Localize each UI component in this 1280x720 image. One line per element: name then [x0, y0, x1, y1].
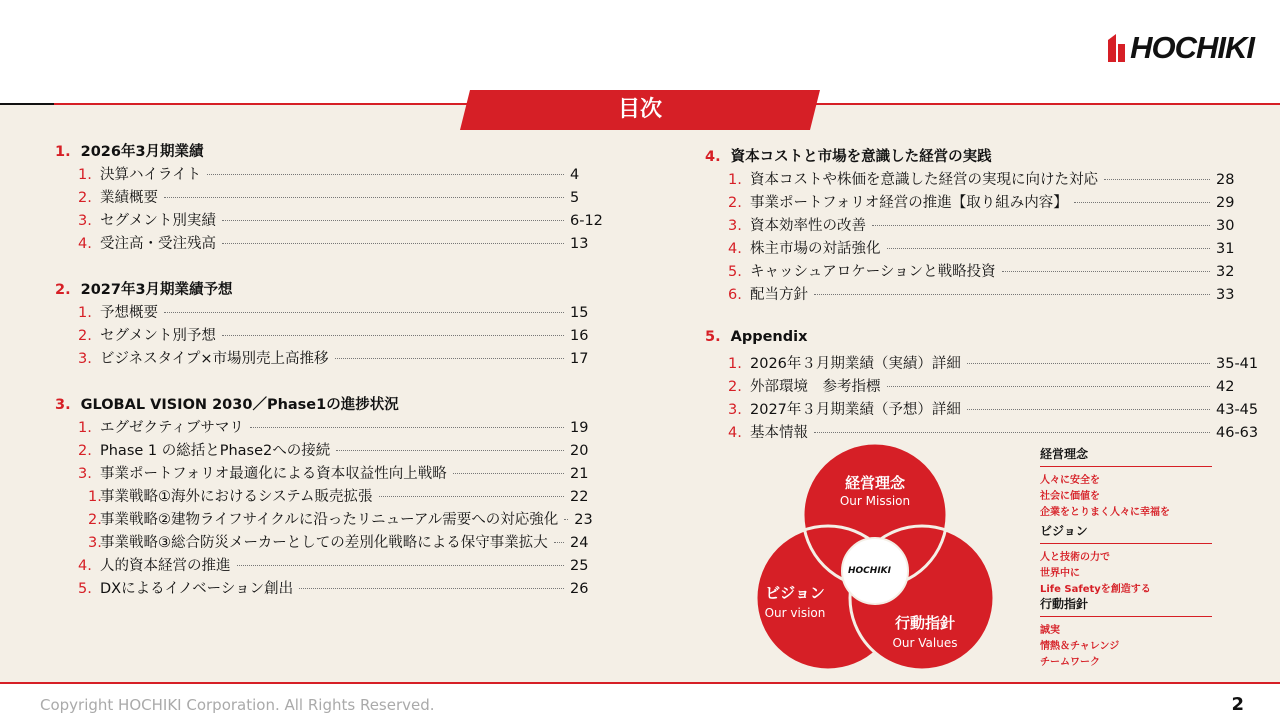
toc-item-label: 事業ポートフォリオ経営の推進【取り組み内容】 [750, 195, 1068, 211]
toc-item[interactable] [728, 191, 1260, 212]
toc-leader-dots [814, 294, 1210, 295]
toc-item[interactable] [88, 508, 608, 529]
toc-item-label: 資本コストや株価を意識した経営の実現に向けた対応 [750, 172, 1098, 188]
toc-item[interactable] [78, 347, 608, 368]
toc-leader-dots [967, 363, 1210, 364]
philosophy-heading: 経営理念 [1040, 445, 1212, 467]
toc-item-number: 5. [728, 264, 742, 280]
toc-item-number: 1. [728, 356, 742, 372]
toc-leader-dots [379, 496, 564, 497]
toc-leader-dots [887, 248, 1211, 249]
toc-item-page: 19 [570, 420, 589, 436]
copyright-text: Copyright HOCHIKI Corporation. All Rights Reserved. [40, 696, 435, 714]
toc-item-label: 資本効率性の改善 [750, 218, 866, 234]
toc-item-number: 1. [78, 167, 92, 183]
toc-item[interactable] [728, 421, 1260, 442]
toc-item-number: 6. [728, 287, 742, 303]
toc-item-page: 21 [570, 466, 589, 482]
toc-item-label: 事業戦略①海外におけるシステム販売拡張 [100, 489, 373, 505]
toc-item-label: ビジネスタイプ×市場別売上高推移 [100, 351, 329, 367]
toc-item-number: 4. [78, 558, 92, 574]
toc-section-number: 5. [705, 329, 721, 345]
toc-item[interactable] [78, 209, 608, 230]
philosophy-line: 人々に安全を [1040, 475, 1100, 486]
page-number: 2 [1231, 694, 1244, 715]
philosophy-heading: 行動指針 [1040, 595, 1212, 617]
toc-leader-dots [814, 432, 1210, 433]
toc-leader-dots [1002, 271, 1210, 272]
toc-item-label: 予想概要 [100, 305, 158, 321]
toc-item-page: 23 [574, 512, 593, 528]
toc-leader-dots [872, 225, 1210, 226]
page-title: 目次 [617, 97, 662, 122]
logo-mark-icon [1106, 34, 1126, 62]
toc-section-title [705, 329, 807, 345]
toc-item[interactable] [78, 577, 608, 598]
toc-item-label: 事業戦略③総合防災メーカーとしての差別化戦略による保守事業拡大 [100, 535, 548, 551]
toc-item[interactable] [88, 531, 608, 552]
toc-item-number: 2. [78, 443, 92, 459]
title-tab [460, 90, 820, 130]
toc-item-label: 外部環境 参考指標 [750, 379, 881, 395]
toc-item-label: 2026年３月期業績（実績）詳細 [750, 356, 961, 372]
toc-section-label: 2026年3月期業績 [80, 144, 204, 160]
toc-section-label: 資本コストと市場を意識した経営の実践 [730, 149, 992, 165]
toc-item-page: 5 [570, 190, 580, 206]
philosophy-line: 世界中に [1040, 568, 1080, 579]
toc-item-page: 31 [1216, 241, 1235, 257]
toc-item-label: 受注高・受注残高 [100, 236, 216, 252]
toc-item-label: 事業戦略②建物ライフサイクルに沿ったリニューアル需要への対応強化 [100, 512, 559, 528]
venn-vision-sub: Our vision [764, 606, 826, 620]
toc-item[interactable] [88, 485, 608, 506]
toc-item-label: エグゼクティブサマリ [100, 420, 244, 436]
philosophy-venn-diagram [750, 440, 1000, 680]
philosophy-line: チームワーク [1040, 657, 1100, 668]
hochiki-logo [1106, 30, 1254, 66]
toc-item-number: 2. [78, 328, 92, 344]
toc-item[interactable] [728, 352, 1260, 373]
toc-section-title [55, 140, 204, 161]
toc-item-label: 業績概要 [100, 190, 158, 206]
philosophy-line: 人と技術の力で [1040, 552, 1110, 563]
toc-item-page: 25 [570, 558, 589, 574]
venn-mission-title: 経営理念 [844, 474, 905, 492]
philosophy-line: Life Safetyを創造する [1040, 584, 1151, 595]
toc-item-number: 1. [88, 489, 102, 505]
toc-section-number: 1. [55, 144, 71, 160]
toc-leader-dots [453, 473, 564, 474]
venn-values-sub: Our Values [892, 636, 958, 650]
toc-item-page: 33 [1216, 287, 1235, 303]
toc-item-page: 16 [570, 328, 589, 344]
toc-item-number: 3. [78, 213, 92, 229]
toc-item-page: 32 [1216, 264, 1235, 280]
toc-item-label: 人的資本経営の推進 [100, 558, 231, 574]
toc-item-label: キャッシュアロケーションと戦略投資 [750, 264, 996, 280]
toc-section-number: 2. [55, 282, 71, 298]
logo-text: HOCHIKI [1130, 30, 1254, 65]
toc-leader-dots [222, 243, 564, 244]
toc-leader-dots [564, 519, 568, 520]
toc-item-number: 4. [728, 425, 742, 441]
toc-section-title [55, 278, 233, 299]
toc-item-number: 4. [78, 236, 92, 252]
toc-item-number: 1. [78, 305, 92, 321]
toc-item-page: 4 [570, 167, 580, 183]
toc-item-label: DXによるイノベーション創出 [100, 581, 294, 597]
toc-leader-dots [222, 220, 564, 221]
toc-item-page: 20 [570, 443, 589, 459]
toc-section-number: 4. [705, 149, 721, 165]
toc-item[interactable] [78, 462, 608, 483]
toc-item-page: 17 [570, 351, 589, 367]
toc-item-number: 2. [88, 512, 102, 528]
toc-item-number: 1. [728, 172, 742, 188]
toc-item[interactable] [78, 232, 608, 253]
venn-mission-sub: Our Mission [839, 494, 911, 508]
toc-item[interactable] [78, 301, 608, 322]
toc-leader-dots [207, 174, 564, 175]
toc-section-label: 2027年3月期業績予想 [80, 282, 233, 298]
toc-item-label: 配当方針 [750, 287, 808, 303]
toc-item-number: 3. [88, 535, 102, 551]
toc-item-label: セグメント別実績 [100, 213, 216, 229]
toc-item[interactable] [728, 260, 1260, 281]
toc-leader-dots [335, 358, 565, 359]
toc-item-number: 3. [728, 402, 742, 418]
toc-leader-dots [250, 427, 564, 428]
toc-item[interactable] [728, 283, 1260, 304]
toc-leader-dots [887, 386, 1211, 387]
toc-item-number: 2. [78, 190, 92, 206]
toc-item[interactable] [728, 214, 1260, 235]
toc-section-title [705, 145, 992, 166]
toc-item-page: 46-63 [1216, 425, 1259, 441]
toc-item-page: 28 [1216, 172, 1235, 188]
toc-item-number: 4. [728, 241, 742, 257]
toc-item-page: 35-41 [1216, 356, 1259, 372]
venn-vision-title: ビジョン [765, 584, 825, 602]
toc-item[interactable] [78, 554, 608, 575]
toc-item[interactable] [728, 168, 1260, 189]
toc-item[interactable] [78, 324, 608, 345]
toc-section-number: 3. [55, 397, 71, 413]
toc-item[interactable] [728, 398, 1260, 419]
toc-leader-dots [336, 450, 564, 451]
toc-item[interactable] [728, 237, 1260, 258]
toc-item-label: 株主市場の対話強化 [750, 241, 881, 257]
philosophy-block [1040, 445, 1212, 521]
toc-item-page: 13 [570, 236, 589, 252]
toc-item[interactable] [78, 416, 608, 437]
toc-item-page: 6-12 [570, 213, 603, 229]
toc-item-page: 43-45 [1216, 402, 1259, 418]
toc-item-number: 3. [728, 218, 742, 234]
toc-item-page: 15 [570, 305, 589, 321]
toc-item-page: 42 [1216, 379, 1235, 395]
toc-item-number: 1. [78, 420, 92, 436]
toc-item[interactable] [78, 439, 608, 460]
toc-leader-dots [164, 312, 564, 313]
venn-values-title: 行動指針 [894, 614, 955, 632]
toc-item-label: 基本情報 [750, 425, 808, 441]
toc-item-number: 2. [728, 379, 742, 395]
toc-item-label: セグメント別予想 [100, 328, 216, 344]
toc-item-label: 決算ハイライト [100, 167, 202, 183]
toc-item-label: 事業ポートフォリオ最適化による資本収益性向上戦略 [100, 466, 447, 482]
toc-section-title [55, 393, 399, 414]
toc-leader-dots [967, 409, 1210, 410]
philosophy-heading: ビジョン [1040, 522, 1212, 544]
toc-item-page: 24 [570, 535, 589, 551]
toc-leader-dots [164, 197, 564, 198]
philosophy-block [1040, 595, 1212, 671]
toc-item-page: 30 [1216, 218, 1235, 234]
philosophy-line: 情熱＆チャレンジ [1040, 641, 1120, 652]
toc-item[interactable] [728, 375, 1260, 396]
toc-section-label: Appendix [730, 329, 808, 345]
philosophy-line: 社会に価値を [1040, 491, 1100, 502]
philosophy-line: 企業をとりまく人々に幸福を [1040, 507, 1170, 518]
toc-leader-dots [1104, 179, 1210, 180]
toc-item-number: 3. [78, 351, 92, 367]
toc-leader-dots [237, 565, 565, 566]
toc-section-label: GLOBAL VISION 2030／Phase1の進捗状況 [80, 397, 399, 413]
toc-item[interactable] [78, 186, 608, 207]
toc-item-page: 22 [570, 489, 589, 505]
footer-divider [0, 682, 1280, 684]
toc-item-page: 29 [1216, 195, 1235, 211]
toc-item-number: 3. [78, 466, 92, 482]
toc-leader-dots [554, 542, 564, 543]
toc-item-page: 26 [570, 581, 589, 597]
toc-item[interactable] [78, 163, 608, 184]
philosophy-line: 誠実 [1040, 625, 1060, 636]
toc-leader-dots [299, 588, 564, 589]
venn-center-logo: HOCHIKI [848, 566, 891, 576]
philosophy-block [1040, 522, 1212, 598]
toc-item-number: 5. [78, 581, 92, 597]
toc-item-number: 2. [728, 195, 742, 211]
toc-leader-dots [222, 335, 564, 336]
toc-item-label: 2027年３月期業績（予想）詳細 [750, 402, 961, 418]
toc-item-label: Phase 1 の総括とPhase2への接続 [100, 443, 331, 459]
toc-leader-dots [1074, 202, 1210, 203]
